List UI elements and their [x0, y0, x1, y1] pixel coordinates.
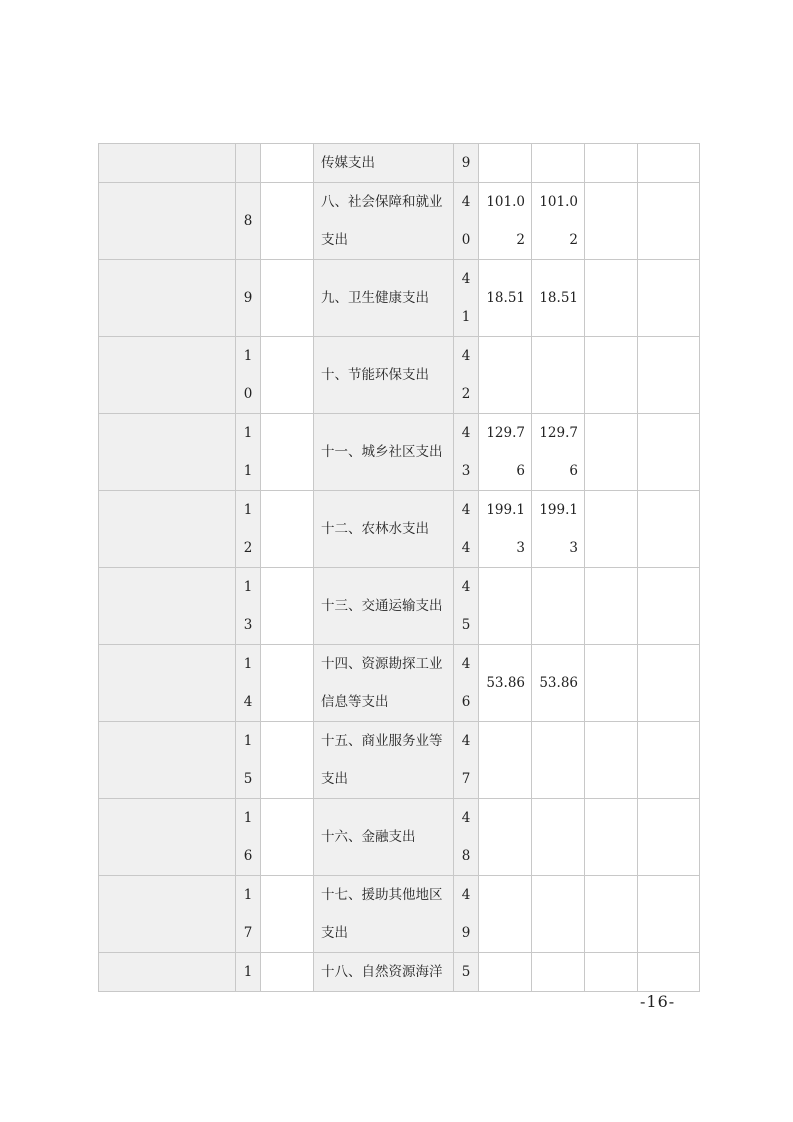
line-number-cell-line: 4 — [461, 656, 471, 672]
line-number-cell-line: 6 — [461, 694, 471, 710]
amount-cell — [479, 414, 532, 491]
category-cell — [99, 183, 236, 260]
table-row — [99, 337, 700, 414]
category-cell — [99, 722, 236, 799]
amount-cell-line: 101.0 — [486, 194, 525, 210]
line-number-cell — [454, 337, 479, 414]
index-cell — [236, 337, 261, 414]
index-cell-line: 4 — [243, 694, 253, 710]
table-row — [99, 260, 700, 337]
index-cell-line: 0 — [243, 386, 253, 402]
line-number-cell — [454, 144, 479, 183]
amount-cell-line: 2 — [516, 232, 525, 248]
item-name-cell-line: 十六、金融支出 — [321, 829, 416, 845]
category-cell — [99, 260, 236, 337]
index-cell — [236, 568, 261, 645]
item-name-cell-line: 十五、商业服务业等 — [321, 733, 443, 749]
line-number-cell-line: 9 — [461, 925, 471, 941]
blank-cell — [585, 645, 638, 722]
line-number-cell-line: 4 — [461, 540, 471, 556]
blank-cell — [638, 337, 700, 414]
line-number-cell — [454, 722, 479, 799]
amount-cell — [479, 722, 532, 799]
line-number-cell-line: 5 — [461, 964, 471, 980]
item-name-cell — [314, 953, 454, 992]
amount-cell-line: 129.7 — [486, 425, 525, 441]
line-number-cell-line: 4 — [461, 425, 471, 441]
code-cell — [261, 799, 314, 876]
index-cell-line: 1 — [243, 425, 253, 441]
blank-cell — [638, 183, 700, 260]
code-cell — [261, 337, 314, 414]
item-name-cell-line: 十二、农林水支出 — [321, 521, 429, 537]
amount-cell — [479, 876, 532, 953]
index-cell — [236, 953, 261, 992]
line-number-cell-line: 4 — [461, 348, 471, 364]
blank-cell — [638, 953, 700, 992]
item-name-cell-line: 九、卫生健康支出 — [321, 290, 429, 306]
index-cell-line: 1 — [243, 964, 253, 980]
code-cell — [261, 183, 314, 260]
item-name-cell-line: 支出 — [321, 925, 348, 941]
line-number-cell — [454, 799, 479, 876]
item-name-cell — [314, 645, 454, 722]
index-cell — [236, 645, 261, 722]
amount-cell-line: 6 — [569, 463, 578, 479]
line-number-cell-line: 5 — [461, 617, 471, 633]
blank-cell — [585, 568, 638, 645]
item-name-cell-line: 八、社会保障和就业 — [321, 194, 443, 210]
blank-cell — [585, 876, 638, 953]
amount-cell-line: 199.1 — [486, 502, 525, 518]
code-cell — [261, 260, 314, 337]
item-name-cell — [314, 799, 454, 876]
line-number-cell-line: 4 — [461, 733, 471, 749]
table-row — [99, 645, 700, 722]
line-number-cell-line: 4 — [461, 271, 471, 287]
amount-cell — [479, 568, 532, 645]
amount-cell — [532, 876, 585, 953]
item-name-cell — [314, 491, 454, 568]
category-cell — [99, 414, 236, 491]
amount-cell — [479, 953, 532, 992]
index-cell — [236, 414, 261, 491]
index-cell — [236, 799, 261, 876]
amount-cell-line: 3 — [569, 540, 578, 556]
line-number-cell-line: 4 — [461, 502, 471, 518]
blank-cell — [585, 337, 638, 414]
index-cell-line: 1 — [243, 810, 253, 826]
table-row — [99, 414, 700, 491]
item-name-cell — [314, 144, 454, 183]
table-row — [99, 183, 700, 260]
blank-cell — [638, 260, 700, 337]
index-cell-line: 1 — [243, 348, 253, 364]
index-cell-line: 1 — [243, 656, 253, 672]
blank-cell — [585, 722, 638, 799]
blank-cell — [638, 722, 700, 799]
amount-cell-line: 129.7 — [539, 425, 578, 441]
amount-cell-line: 199.1 — [539, 502, 578, 518]
item-name-cell-line: 十三、交通运输支出 — [321, 598, 443, 614]
item-name-cell-line: 支出 — [321, 771, 348, 787]
code-cell — [261, 568, 314, 645]
index-cell: 8 — [236, 183, 261, 260]
blank-cell — [585, 183, 638, 260]
line-number-cell-line: 4 — [461, 579, 471, 595]
item-name-cell-line: 十、节能环保支出 — [321, 367, 429, 383]
item-name-cell — [314, 183, 454, 260]
amount-cell — [532, 953, 585, 992]
item-name-cell-line: 十四、资源勘探工业 — [321, 656, 443, 672]
line-number-cell-line: 8 — [461, 848, 471, 864]
line-number-cell-line: 4 — [461, 810, 471, 826]
line-number-cell-line: 1 — [461, 309, 471, 325]
blank-cell — [585, 144, 638, 183]
amount-cell — [479, 645, 532, 722]
blank-cell — [585, 260, 638, 337]
amount-cell — [532, 183, 585, 260]
line-number-cell — [454, 260, 479, 337]
category-cell — [99, 144, 236, 183]
amount-cell — [532, 144, 585, 183]
blank-cell — [638, 568, 700, 645]
index-cell-line: 1 — [243, 579, 253, 595]
line-number-cell — [454, 183, 479, 260]
line-number-cell — [454, 414, 479, 491]
index-cell-line: 1 — [243, 463, 253, 479]
code-cell — [261, 953, 314, 992]
line-number-cell — [454, 876, 479, 953]
item-name-cell — [314, 337, 454, 414]
table-body — [99, 144, 700, 992]
index-cell — [236, 722, 261, 799]
item-name-cell-line: 传媒支出 — [321, 155, 375, 171]
amount-cell-line: 53.86 — [539, 675, 578, 691]
code-cell — [261, 414, 314, 491]
item-name-cell — [314, 260, 454, 337]
line-number-cell-line: 3 — [461, 463, 471, 479]
amount-cell-line: 3 — [516, 540, 525, 556]
blank-cell — [638, 876, 700, 953]
code-cell — [261, 722, 314, 799]
category-cell — [99, 799, 236, 876]
item-name-cell-line: 十七、援助其他地区 — [321, 887, 443, 903]
line-number-cell — [454, 491, 479, 568]
index-cell-line: 1 — [243, 502, 253, 518]
amount-cell — [532, 337, 585, 414]
item-name-cell-line: 十一、城乡社区支出 — [321, 444, 443, 460]
amount-cell — [479, 260, 532, 337]
index-cell-line: 1 — [243, 733, 253, 749]
line-number-cell — [454, 568, 479, 645]
item-name-cell — [314, 876, 454, 953]
amount-cell — [532, 491, 585, 568]
amount-cell — [532, 260, 585, 337]
index-cell — [236, 491, 261, 568]
line-number-cell-line: 0 — [461, 232, 471, 248]
amount-cell — [479, 799, 532, 876]
table-row — [99, 144, 700, 183]
amount-cell-line: 18.51 — [539, 290, 578, 306]
table-row — [99, 568, 700, 645]
blank-cell — [585, 491, 638, 568]
amount-cell — [532, 722, 585, 799]
index-cell — [236, 144, 261, 183]
category-cell — [99, 953, 236, 992]
table-row — [99, 722, 700, 799]
index-cell-line: 5 — [243, 771, 253, 787]
page-number: -16- — [640, 992, 676, 1011]
item-name-cell-line: 支出 — [321, 232, 348, 248]
code-cell — [261, 491, 314, 568]
blank-cell — [638, 414, 700, 491]
blank-cell — [585, 953, 638, 992]
blank-cell — [585, 799, 638, 876]
category-cell — [99, 491, 236, 568]
table-row — [99, 876, 700, 953]
blank-cell — [638, 144, 700, 183]
amount-cell — [532, 414, 585, 491]
index-cell-line: 1 — [243, 887, 253, 903]
category-cell — [99, 645, 236, 722]
amount-cell — [479, 491, 532, 568]
amount-cell-line: 18.51 — [486, 290, 525, 306]
blank-cell — [638, 645, 700, 722]
code-cell — [261, 645, 314, 722]
item-name-cell-line: 信息等支出 — [321, 694, 389, 710]
line-number-cell — [454, 953, 479, 992]
line-number-cell-line: 4 — [461, 194, 471, 210]
index-cell-line: 2 — [243, 540, 253, 556]
category-cell — [99, 876, 236, 953]
line-number-cell-line: 7 — [461, 771, 471, 787]
item-name-cell — [314, 414, 454, 491]
index-cell-line: 7 — [243, 925, 253, 941]
amount-cell — [532, 568, 585, 645]
amount-cell — [479, 144, 532, 183]
amount-cell — [532, 799, 585, 876]
code-cell — [261, 144, 314, 183]
item-name-cell — [314, 568, 454, 645]
amount-cell — [532, 645, 585, 722]
item-name-cell — [314, 722, 454, 799]
table-row — [99, 799, 700, 876]
line-number-cell — [454, 645, 479, 722]
blank-cell — [585, 414, 638, 491]
category-cell — [99, 568, 236, 645]
line-number-cell-line: 9 — [461, 155, 471, 171]
index-cell: 9 — [236, 260, 261, 337]
code-cell — [261, 876, 314, 953]
amount-cell-line: 2 — [569, 232, 578, 248]
amount-cell-line: 6 — [516, 463, 525, 479]
index-cell-line: 3 — [243, 617, 253, 633]
table-row — [99, 953, 700, 992]
amount-cell — [479, 337, 532, 414]
expenditure-table — [98, 143, 700, 992]
blank-cell — [638, 799, 700, 876]
line-number-cell-line: 4 — [461, 887, 471, 903]
table-row — [99, 491, 700, 568]
line-number-cell-line: 2 — [461, 386, 471, 402]
index-cell-line: 6 — [243, 848, 253, 864]
amount-cell-line: 101.0 — [539, 194, 578, 210]
amount-cell-line: 53.86 — [486, 675, 525, 691]
amount-cell — [479, 183, 532, 260]
blank-cell — [638, 491, 700, 568]
item-name-cell-line: 十八、自然资源海洋 — [321, 964, 443, 980]
category-cell — [99, 337, 236, 414]
index-cell — [236, 876, 261, 953]
